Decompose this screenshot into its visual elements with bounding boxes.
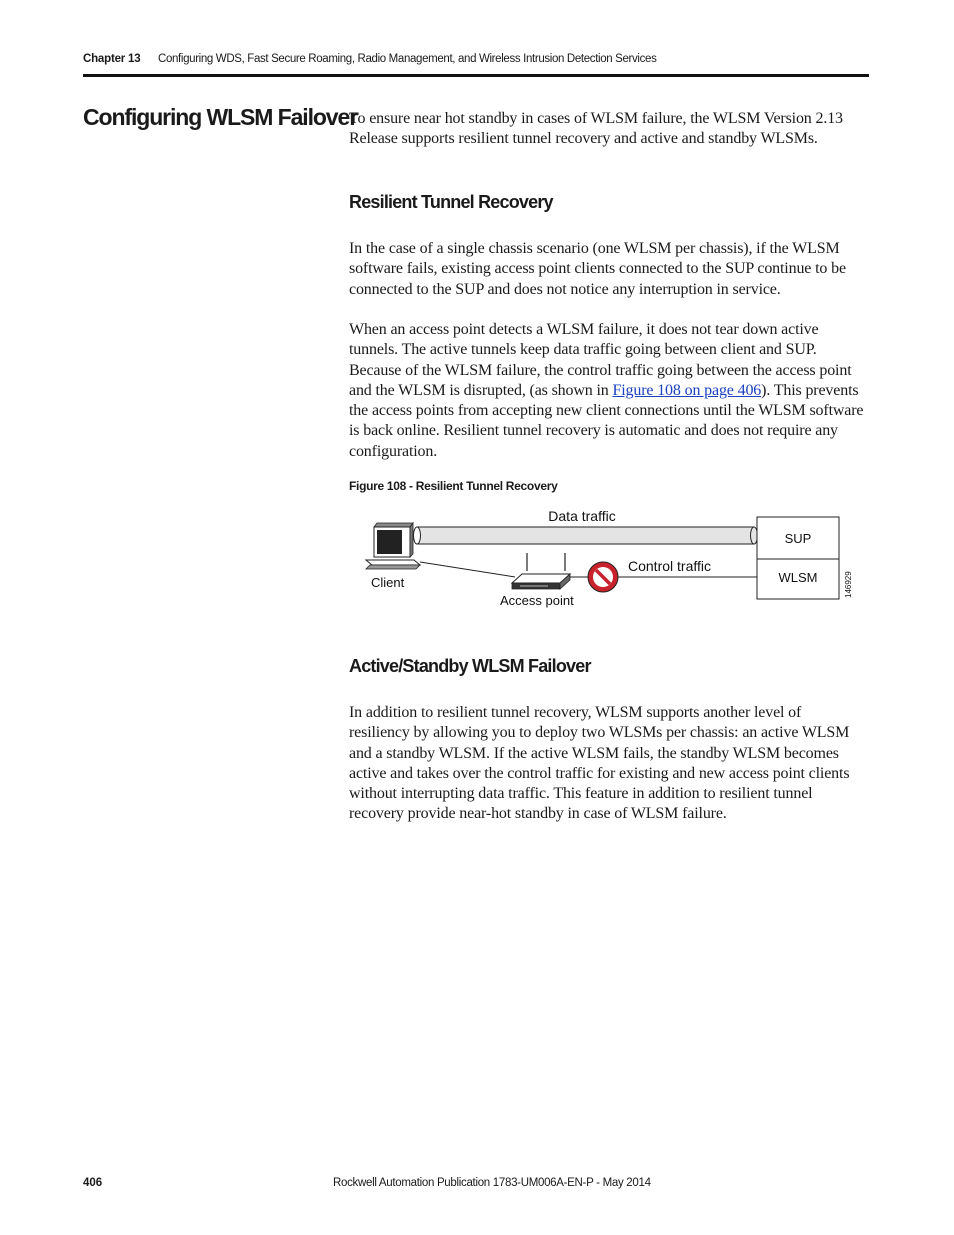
data-traffic-label: Data traffic xyxy=(548,508,616,524)
access-point-label: Access point xyxy=(500,593,574,608)
client-label: Client xyxy=(371,575,405,590)
resilient-heading: Resilient Tunnel Recovery xyxy=(349,192,553,212)
figure-108-link[interactable]: Figure 108 on page 406 xyxy=(612,381,762,399)
data-traffic-tube xyxy=(414,527,758,544)
client-ap-link xyxy=(420,562,515,577)
intro-paragraph: To ensure near hot standby in cases of WLSM failure, the WLSM Version 2.13 Release supports resilient tunnel recovery and active and standby WLSMs. xyxy=(349,110,843,148)
chapter-title: Configuring WDS, Fast Secure Roaming, Radio Management, and Wireless Intrusion Detection Services xyxy=(158,53,657,65)
figure-caption: Figure 108 - Resilient Tunnel Recovery xyxy=(349,479,558,493)
active-standby-heading: Active/Standby WLSM Failover xyxy=(349,656,591,676)
resilient-paragraph-2 xyxy=(349,320,865,462)
active-standby-paragraph: In addition to resilient tunnel recovery, WLSM supports another level of resiliency by allowing you to deploy two WLSMs per chassis: an active WLSM and a standby WLSM. If the active WLSM fails, the standby WLSM becomes active and takes over the control traffic for existing and new access point clients without interrupting data traffic. This feature in addition to resilient tunnel recovery provide near-hot standby in case of WLSM failure. xyxy=(349,704,850,823)
section-title: Configuring WLSM Failover xyxy=(83,104,358,130)
chapter-label: Chapter 13 xyxy=(83,53,141,65)
wlsm-label: WLSM xyxy=(778,570,818,585)
sup-wlsm-chassis xyxy=(757,517,839,599)
publication-info: Rockwell Automation Publication 1783-UM006A-EN-P - May 2014 xyxy=(333,1177,651,1189)
sup-label: SUP xyxy=(784,531,812,546)
no-entry-icon xyxy=(588,562,618,592)
resilient-tunnel-diagram xyxy=(360,505,860,615)
client-computer-icon xyxy=(366,523,420,569)
header-rule xyxy=(83,74,869,77)
resilient-paragraph-1: In the case of a single chassis scenario (one WLSM per chassis), if the WLSM software fails, existing access point clients connected to the SUP continue to be connected to the SUP and does not notice any interruption in service. xyxy=(349,240,846,298)
resilient-paragraph-2-text-a: When an access point detects a WLSM failure, it does not tear down active tunnels. The active tunnels keep data traffic going between client and SUP. Because of the WLSM failure, the control traffic going between the access point and the WLSM is disrupted, (as shown in xyxy=(349,321,852,399)
control-traffic-label: Control traffic xyxy=(628,558,711,574)
access-point-icon xyxy=(512,553,570,589)
resilient-paragraph-2-text-b: ). This prevents the access points from accepting new client connections until the WLSM software is back online. Resilient tunnel recovery is automatic and does not require any configuration. xyxy=(349,381,864,460)
page-number: 406 xyxy=(83,1177,103,1189)
figure-id: 146929 xyxy=(844,571,853,598)
